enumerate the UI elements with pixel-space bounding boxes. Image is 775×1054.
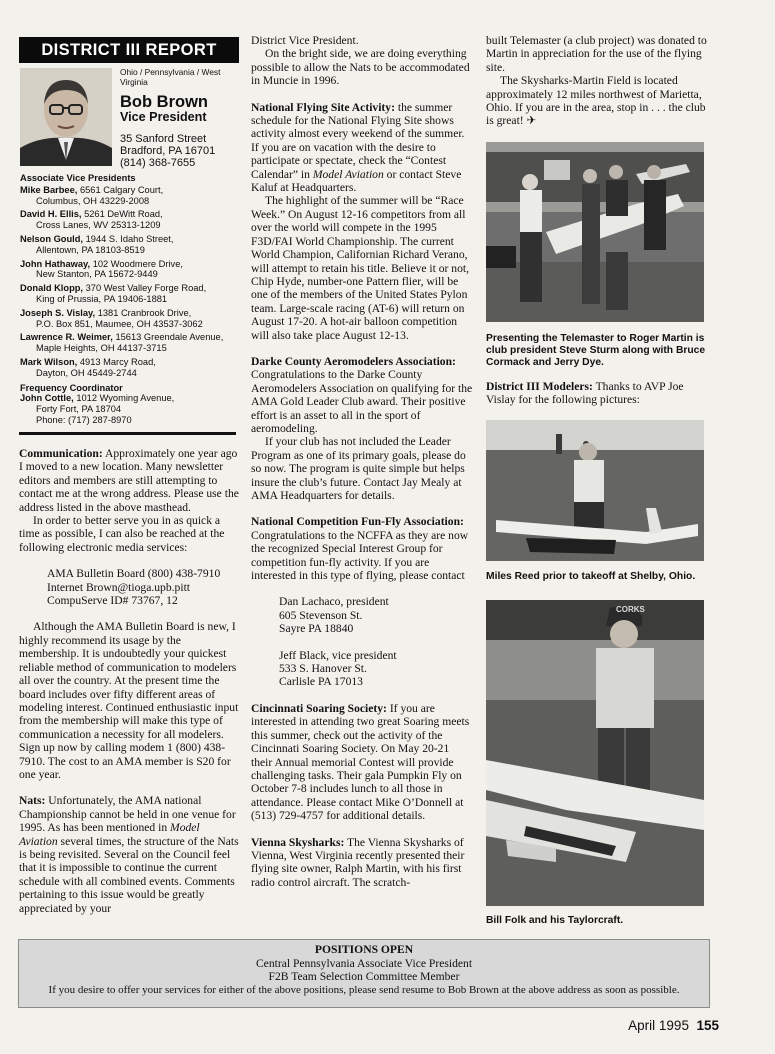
subhead-nfs: National Flying Site Activity:: [251, 100, 395, 114]
subhead-ncffa: National Competition Fun-Fly Association:: [251, 515, 464, 529]
vp-name: Bob Brown: [120, 93, 208, 111]
subhead-darke: Darke County Aeromodelers Association:: [251, 354, 456, 368]
freq-phone: Phone: (717) 287-8970: [36, 414, 132, 425]
subhead-vienna: Vienna Skysharks:: [251, 835, 345, 849]
paragraph: In order to better serve you in as quick a time as possible, I can also be reached at the following electronic media services:: [19, 514, 225, 554]
caption-miles-reed: Miles Reed prior to takeoff at Shelby, Ohio.: [486, 571, 696, 582]
text-italic: Model Aviation: [312, 167, 384, 181]
avp-line1: 102 Woodmere Drive,: [92, 258, 183, 269]
avp-entry: [20, 332, 245, 354]
avp-entry: [20, 209, 245, 231]
avp-line2: Dayton, OH 45449-2744: [36, 367, 137, 378]
contact-line: AMA Bulletin Board (800) 438-7910: [47, 567, 221, 581]
vp-address-line2: Bradford, PA 16701: [120, 144, 216, 157]
avp-entry: [20, 259, 245, 281]
positions-line2: F2B Team Selection Committee Member: [268, 970, 460, 983]
vp-address: [120, 134, 215, 169]
column-3: [486, 34, 708, 128]
positions-open-box: [18, 939, 710, 1008]
avp-name: Nelson Gould,: [20, 233, 84, 244]
paragraph: [251, 101, 473, 195]
text: Thanks to AVP Joe Vislay for the following pictures:: [486, 380, 684, 407]
avp-entry: [20, 234, 245, 256]
avp-name: Lawrence R. Weimer,: [20, 332, 113, 343]
subhead-cincinnati: Cincinnati Soaring Society:: [251, 701, 387, 715]
photo-bill-folk-image: [486, 600, 704, 906]
text: If you are interested in attending two great Soaring meets this summer, check out the activity of the Cincinnati Soaring Society. On May 20-21 their Annual memorial Contest will provide challenging tasks. Their gala Pumpkin Fly on October 7-8 includes lunch to all those in attendance. Please contact Mike O’Donnell at (513) 729-4757 for additional details.: [251, 701, 470, 823]
avp-name: Joseph S. Vislay,: [20, 307, 96, 318]
subhead-district-modelers: District III Modelers:: [486, 380, 593, 393]
contact-line: CompuServe ID# 73767, 12: [47, 594, 178, 608]
text-italic: Model Aviation: [19, 821, 200, 848]
avp-line2: New Stanton, PA 15672-9449: [36, 269, 158, 280]
avp-line1: 1381 Cranbrook Drive,: [97, 307, 192, 318]
contact-line: 605 Stevenson St.: [279, 608, 363, 622]
avp-line2: Cross Lanes, WV 25313-1209: [36, 220, 161, 231]
paragraph: [251, 355, 473, 435]
contact-line: 533 S. Hanover St.: [279, 662, 367, 676]
column-1: [19, 447, 239, 915]
paragraph: [486, 74, 708, 128]
section-rule: [19, 432, 236, 435]
paragraph: If your club has not included the Leader Program as one of its primary goals, please do so now. The program is quite simple but helps insure the club’s future. Contact Jay Mealy at AMA Headquarters for details.: [251, 435, 466, 502]
page-footer: [628, 1018, 719, 1033]
avp-name: David H. Ellis,: [20, 209, 82, 220]
text: Approximately one year ago I moved to a new location. Many newsletter editors and members are still attempting to contact me at the wrong address. Please use the address listed in the above masthead.: [19, 447, 239, 514]
text: or contact Steve Kaluf at Headquarters.: [251, 167, 462, 195]
avp-line1: 15613 Greendale Avenue,: [115, 332, 224, 343]
avp-name: Mark Wilson,: [20, 356, 78, 367]
airplane-icon: ✈: [526, 114, 537, 128]
issue-date: April 1995: [628, 1018, 689, 1033]
paragraph: [19, 794, 239, 915]
paragraph: On the bright side, we are doing everything possible to allow the Nats to be accommodated in Muncie in 1996.: [251, 47, 470, 88]
page-number: 155: [696, 1018, 719, 1033]
avp-name: Mike Barbee,: [20, 184, 78, 195]
freq-name: John Cottle,: [20, 393, 74, 404]
avp-line2: King of Prussia, PA 19406-1881: [36, 293, 168, 304]
contact-line: Internet Brown@tioga.upb.pitt: [47, 580, 191, 594]
text: the summer schedule for the National Flying Site shows activity almost every weekend of the summer. If you are on vacation with the desire to participate or spectate, check the “Contest Calendar” in: [251, 100, 465, 181]
freq-heading: Frequency Coordinator: [20, 382, 123, 393]
avp-line1: 4913 Marcy Road,: [79, 356, 156, 367]
freq-line2: Forty Fort, PA 18704: [36, 404, 122, 415]
photo-telemaster: [486, 142, 704, 322]
avp-line2: Allentown, PA 18103-8519: [36, 244, 145, 255]
avp-line2: Columbus, OH 43229-2008: [36, 195, 150, 206]
vp-phone: (814) 368-7655: [120, 156, 196, 169]
subhead-nats: Nats:: [19, 794, 46, 808]
avp-line1: 370 West Valley Forge Road,: [85, 283, 207, 294]
caption-telemaster: Presenting the Telemaster to Roger Martin is club president Steve Sturm along with Bruce Cormack and Jerry Dye.: [486, 333, 706, 368]
vp-states: Ohio / Pennsylvania / West Virginia: [120, 67, 221, 87]
avp-line1: 1944 S. Idaho Street,: [85, 233, 174, 244]
avp-line1: 6561 Calgary Court,: [79, 184, 164, 195]
photo-telemaster-image: [486, 142, 704, 322]
avp-heading: Associate Vice Presidents: [20, 173, 136, 183]
positions-title: POSITIONS OPEN: [314, 943, 414, 956]
paragraph: built Telemaster (a club project) was donated to Martin in appreciation for the use of the flying site.: [486, 34, 707, 74]
contact-line: Sayre PA 18840: [279, 622, 354, 636]
avp-list: [20, 173, 245, 426]
avp-name: John Hathaway,: [20, 258, 91, 269]
text: Congratulations to the Darke County Aeromodelers Association on qualifying for the AMA Gold Leader Club award. Their positive effort is an asset to all in the sport of aeromodeling.: [251, 368, 473, 435]
hat-logo-text: CORKS: [616, 605, 645, 614]
column-3-d3: [486, 380, 708, 407]
text: Congratulations to the NCFFA as they are now the recognized Special Interest Group for competition fun-fly activity. If you are interested in this type of flying, please contact: [251, 528, 469, 583]
paragraph: [251, 515, 473, 582]
subhead-communication: Communication:: [19, 447, 103, 460]
paragraph: [486, 380, 708, 407]
text: The Vienna Skysharks of Vienna, West Virginia recently presented their flying site owner, Ralph Martin, with his first radio control aircraft. The scratch-: [251, 835, 465, 889]
paragraph: [251, 702, 473, 823]
caption-bill-folk: Bill Folk and his Taylorcraft.: [486, 915, 624, 926]
column-2: [251, 34, 473, 889]
text: The Skysharks-Martin Field is located approximately 12 miles northwest of Marietta, Ohio. If you are in the area, stop in . . . the club is great!: [486, 74, 706, 128]
positions-line3: If you desire to offer your services for either of the above positions, please send resume to Bob Brown at the above address as soon as possible.: [48, 983, 680, 996]
avp-line2: P.O. Box 851, Maumee, OH 43537-3062: [36, 318, 203, 329]
paragraph: [251, 836, 473, 890]
paragraph: District Vice President.: [251, 34, 359, 47]
vp-portrait: [20, 68, 112, 166]
paragraph: [19, 447, 239, 514]
vp-address-line1: 35 Sanford Street: [120, 133, 207, 145]
paragraph: The highlight of the summer will be “Race Week.” On August 12-16 competitors from all over the world will compete in the 1995 F3D/FAI World Championship. The current World Champion, Californian Richard Verano, will attempt to retain his title. Believe it or not, Chip Hyde, number-one Pattern flier, will be one of the members of the United States Pylon team. Large-scale racing (AT-6) will return on August 17-20. A hot-air balloon competition will also take place August 12-13.: [251, 194, 469, 342]
paragraph: Although the AMA Bulletin Board is new, I highly recommend its usage by the membership. It is undoubtedly your quickest reliable method of communication to modelers all over the country. At the present time the board includes over fifty different areas of modeling interest. Continued enthusiastic input from the membership will make this type of communication a necessity for all modelers. Sign up now by calling modem 1 (800) 438-7910. The cost to an AMA member is S20 for one year.: [19, 620, 239, 781]
section-banner: DISTRICT III REPORT: [19, 37, 239, 63]
avp-entry: [20, 308, 245, 330]
photo-miles-reed: [486, 420, 704, 561]
freq-entry: [20, 393, 245, 425]
contact-line: Jeff Black, vice president: [279, 648, 397, 662]
photo-miles-reed-image: [486, 420, 704, 561]
vp-title: Vice President: [120, 110, 207, 124]
avp-entry: [20, 283, 245, 305]
text: several times, the structure of the Nats is being revisited. Several on the Council feel that it is impossible to continue the current schedule with all combined events. Comments pertaining to this issue would be greatly appreciated by your: [19, 834, 239, 915]
avp-line1: 5261 DeWitt Road,: [84, 209, 163, 220]
photo-bill-folk: [486, 600, 704, 906]
contact-line: Dan Lachaco, president: [279, 595, 389, 609]
avp-line2: Maple Heights, OH 44137-3715: [36, 343, 167, 354]
avp-entry: [20, 357, 245, 379]
avp-entry: [20, 185, 245, 207]
avp-name: Donald Klopp,: [20, 283, 84, 294]
positions-line1: Central Pennsylvania Associate Vice President: [255, 956, 473, 970]
freq-line1: 1012 Wyoming Avenue,: [76, 393, 175, 404]
contact-line: Carlisle PA 17013: [279, 675, 363, 689]
text: Unfortunately, the AMA national Championship cannot be held in one venue for 1995. As has been mentioned in: [19, 794, 236, 835]
